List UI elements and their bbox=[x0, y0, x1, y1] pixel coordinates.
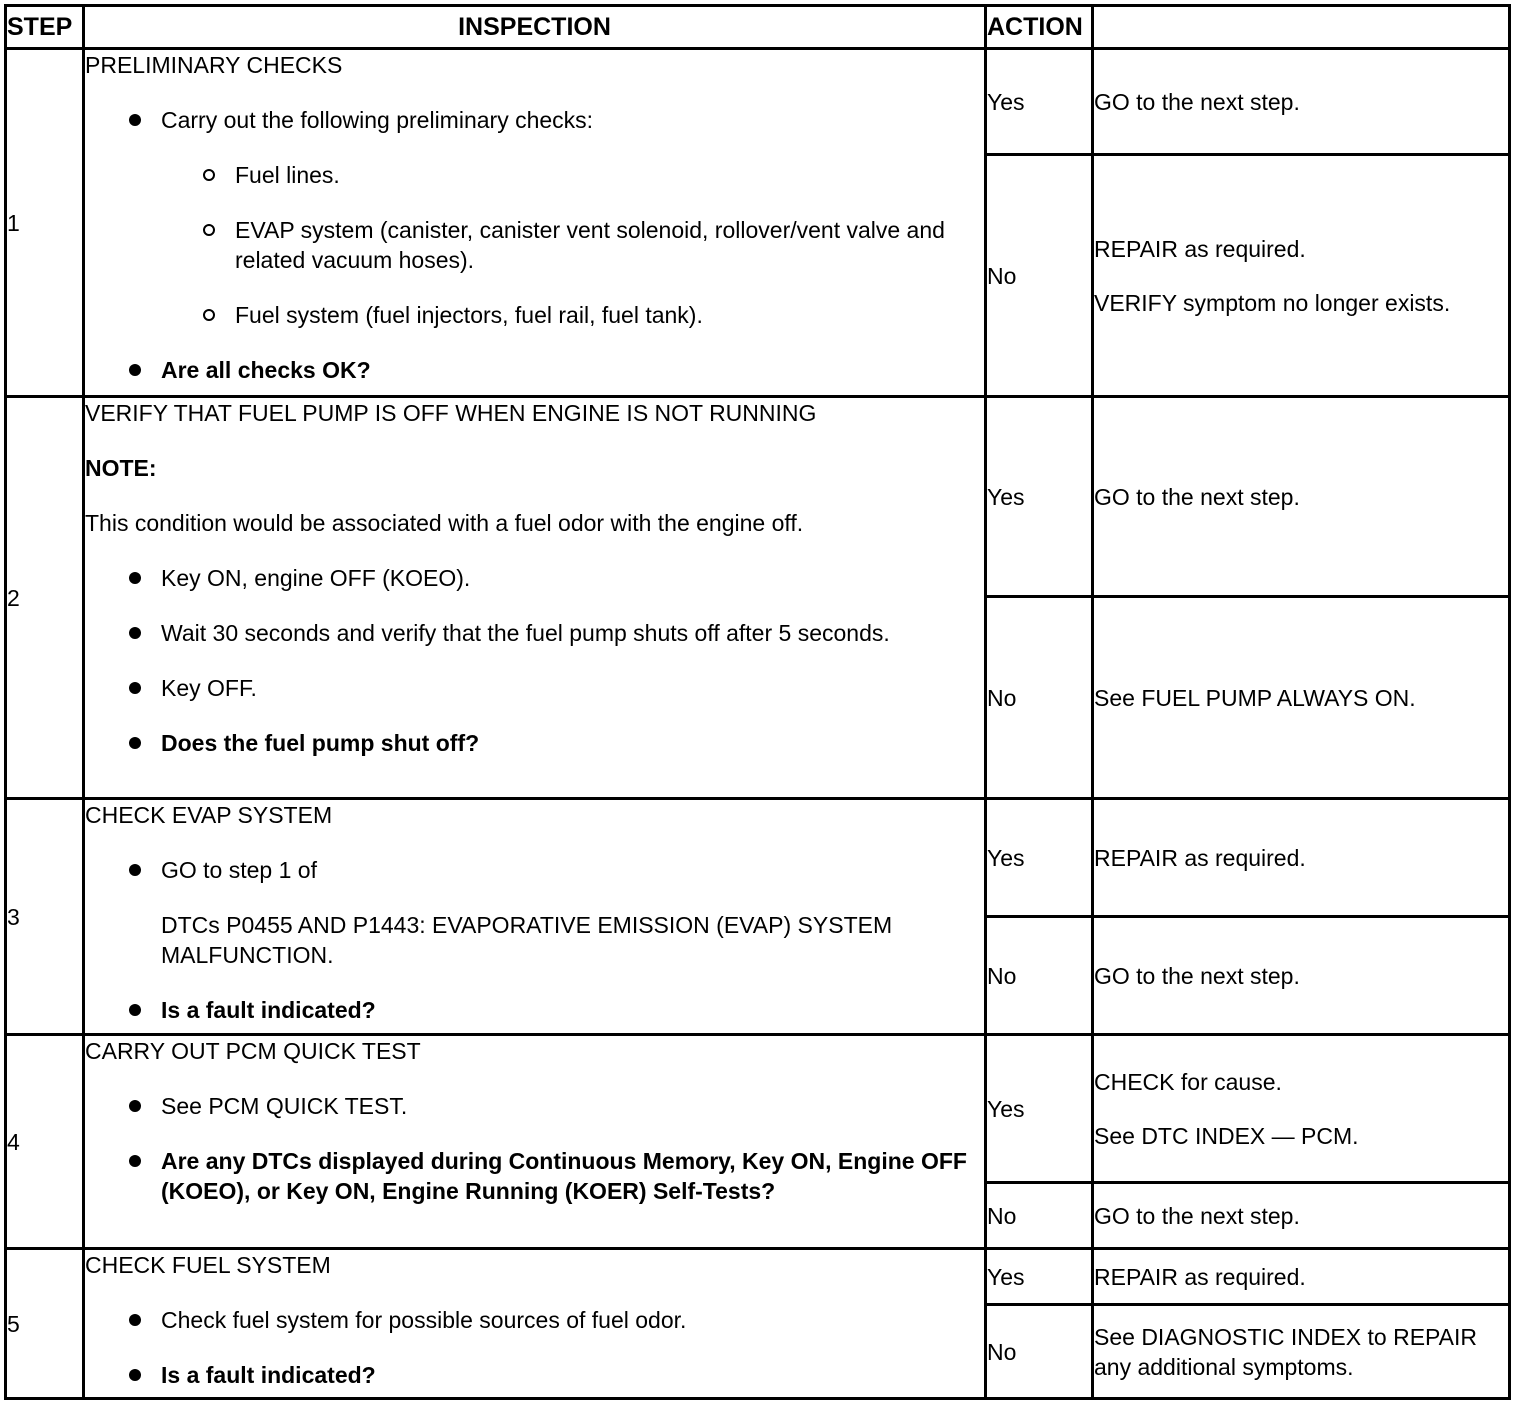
step-1-yes-label: Yes bbox=[986, 49, 1093, 155]
step-1-sub-1: Fuel lines. bbox=[85, 160, 984, 190]
step-5-no-action: See DIAGNOSTIC INDEX to REPAIR any additional symptoms. bbox=[1093, 1305, 1510, 1399]
step-4-number: 4 bbox=[6, 1035, 84, 1249]
step-1-no-action-1: REPAIR as required. bbox=[1094, 235, 1306, 262]
step-5-yes-action: REPAIR as required. bbox=[1093, 1249, 1510, 1305]
step-4-title: CARRY OUT PCM QUICK TEST bbox=[85, 1038, 421, 1064]
step-2-note-label: NOTE: bbox=[85, 455, 157, 481]
step-1-sub-2: EVAP system (canister, canister vent solenoid, rollover/vent valve and related vacuum hoses). bbox=[85, 215, 984, 275]
step-5-row-yes bbox=[6, 1249, 1510, 1305]
step-2-question: Does the fuel pump shut off? bbox=[85, 728, 984, 758]
step-3-row-yes bbox=[6, 799, 1510, 917]
step-5-yes-label: Yes bbox=[986, 1249, 1093, 1305]
step-1-question: Are all checks OK? bbox=[85, 355, 984, 385]
step-3-title: CHECK EVAP SYSTEM bbox=[85, 802, 333, 828]
step-4-yes-action bbox=[1093, 1035, 1510, 1183]
step-2-bullet-2: Wait 30 seconds and verify that the fuel pump shuts off after 5 seconds. bbox=[85, 618, 984, 648]
step-3-bullet-1: GO to step 1 of bbox=[85, 855, 984, 885]
step-2-inspection bbox=[84, 397, 986, 799]
step-2-bullet-1: Key ON, engine OFF (KOEO). bbox=[85, 563, 984, 593]
step-5-inspection bbox=[84, 1249, 986, 1399]
step-3-no-action: GO to the next step. bbox=[1093, 917, 1510, 1035]
step-2-yes-action: GO to the next step. bbox=[1093, 397, 1510, 597]
step-5-bullet-1: Check fuel system for possible sources of fuel odor. bbox=[85, 1305, 984, 1335]
step-2-note-text: This condition would be associated with a fuel odor with the engine off. bbox=[85, 510, 804, 536]
step-3-number: 3 bbox=[6, 799, 84, 1035]
step-4-yes-action-2: See DTC INDEX — PCM. bbox=[1094, 1122, 1359, 1149]
step-4-no-label: No bbox=[986, 1183, 1093, 1249]
step-2-title: VERIFY THAT FUEL PUMP IS OFF WHEN ENGINE IS NOT RUNNING bbox=[85, 400, 817, 426]
step-1-no-action-2: VERIFY symptom no longer exists. bbox=[1094, 289, 1451, 316]
header-step: STEP bbox=[6, 6, 84, 49]
step-4-row-yes bbox=[6, 1035, 1510, 1183]
step-2-no-action: See FUEL PUMP ALWAYS ON. bbox=[1093, 597, 1510, 799]
step-5-no-label: No bbox=[986, 1305, 1093, 1399]
step-2-bullet-3: Key OFF. bbox=[85, 673, 984, 703]
step-4-inspection bbox=[84, 1035, 986, 1249]
step-3-no-label: No bbox=[986, 917, 1093, 1035]
step-3-inspection bbox=[84, 799, 986, 1035]
header-result bbox=[1093, 6, 1510, 49]
step-3-yes-action: REPAIR as required. bbox=[1093, 799, 1510, 917]
step-4-yes-action-1: CHECK for cause. bbox=[1094, 1068, 1282, 1095]
step-1-sub-3: Fuel system (fuel injectors, fuel rail, fuel tank). bbox=[85, 300, 984, 330]
step-1-bullet-1: Carry out the following preliminary checks: bbox=[85, 105, 984, 135]
step-2-number: 2 bbox=[6, 397, 84, 799]
step-2-row-yes bbox=[6, 397, 1510, 597]
diagnostic-table bbox=[4, 4, 1511, 1400]
step-3-question: Is a fault indicated? bbox=[85, 995, 984, 1025]
step-1-no-action bbox=[1093, 155, 1510, 397]
step-5-number: 5 bbox=[6, 1249, 84, 1399]
step-4-no-action: GO to the next step. bbox=[1093, 1183, 1510, 1249]
step-1-no-label: No bbox=[986, 155, 1093, 397]
step-2-yes-label: Yes bbox=[986, 397, 1093, 597]
step-4-yes-label: Yes bbox=[986, 1035, 1093, 1183]
step-2-no-label: No bbox=[986, 597, 1093, 799]
step-1-row-yes bbox=[6, 49, 1510, 155]
step-5-title: CHECK FUEL SYSTEM bbox=[85, 1252, 331, 1278]
step-4-bullet-1: See PCM QUICK TEST. bbox=[85, 1091, 984, 1121]
step-5-question: Is a fault indicated? bbox=[85, 1360, 984, 1390]
step-3-reference: DTCs P0455 AND P1443: EVAPORATIVE EMISSION (EVAP) SYSTEM MALFUNCTION. bbox=[161, 912, 893, 968]
header-action: ACTION bbox=[986, 6, 1093, 49]
step-1-number: 1 bbox=[6, 49, 84, 397]
step-1-inspection bbox=[84, 49, 986, 397]
step-4-question: Are any DTCs displayed during Continuous Memory, Key ON, Engine OFF (KOEO), or Key ON, Engine Running (KOER) Self-Tests? bbox=[85, 1146, 984, 1206]
header-row bbox=[6, 6, 1510, 49]
step-1-title: PRELIMINARY CHECKS bbox=[85, 52, 343, 78]
step-1-yes-action: GO to the next step. bbox=[1093, 49, 1510, 155]
header-inspection: INSPECTION bbox=[84, 6, 986, 49]
step-3-yes-label: Yes bbox=[986, 799, 1093, 917]
